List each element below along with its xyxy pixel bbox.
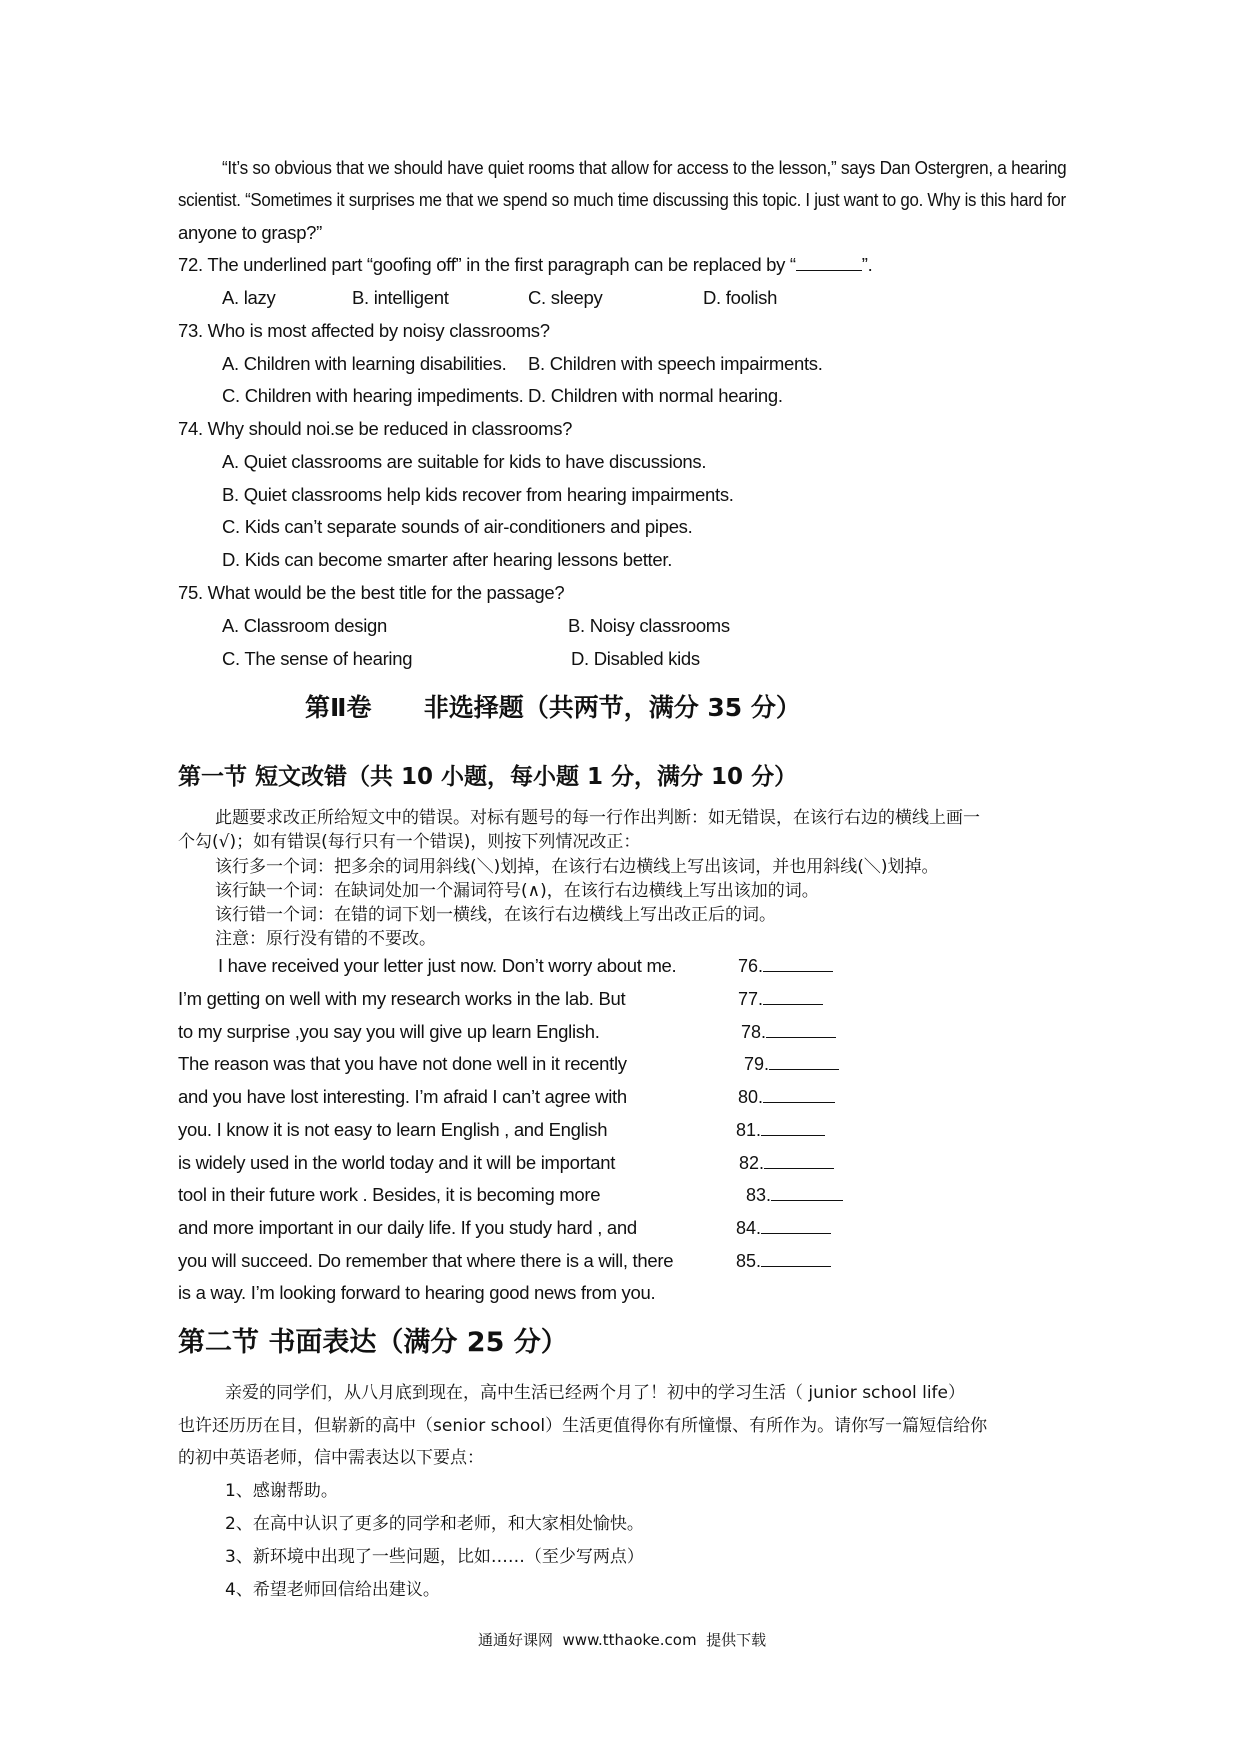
passage-line-2: scientist. “Sometimes it surprises me that we spend so much time discussing this topic. I just want to go. Why is this hard for [178, 189, 1066, 210]
answer-85: 85. [736, 1250, 831, 1272]
answer-blank[interactable] [763, 1086, 835, 1103]
instruction-line-5: 该行错一个词：在错的词下划一横线，在该行右边横线上写出改正后的词。 [215, 905, 776, 925]
instruction-line-3: 该行多一个词：把多余的词用斜线(＼)划掉，在该行右边横线上写出该词，并也用斜线(＼)划掉。 [215, 857, 939, 877]
q75-option-a: A. Classroom design [222, 615, 387, 636]
proof-line-84: and more important in our daily life. If you study hard , and [178, 1217, 637, 1238]
answer-79: 79. [744, 1053, 839, 1075]
q75-option-d: D. Disabled kids [571, 648, 700, 669]
answer-blank[interactable] [763, 988, 823, 1005]
answer-76: 76. [738, 955, 833, 977]
passage-line-1: “It’s so obvious that we should have quiet rooms that allow for access to the lesson,” says Dan Ostergren, a hearing [222, 157, 1067, 178]
question-72-stem: 72. The underlined part “goofing off” in the first paragraph can be replaced by “ ”. [178, 254, 873, 275]
instruction-line-1: 此题要求改正所给短文中的错误。对标有题号的每一行作出判断：如无错误，在该行右边的横线上画一 [215, 808, 980, 828]
page-footer: 通通好课网 www.tthaoke.com 提供下载 [478, 1631, 767, 1649]
answer-81: 81. [736, 1119, 825, 1141]
writing-para-line-2: 也许还历历在目，但崭新的高中（senior school）生活更值得你有所憧憬、有所作为。请你写一篇短信给你 [178, 1416, 988, 1436]
proof-line-85: you will succeed. Do remember that where there is a will, there [178, 1250, 674, 1271]
writing-para-line-3: 的初中英语老师，信中需表达以下要点： [178, 1448, 484, 1468]
answer-blank [796, 254, 862, 271]
proof-line-78: to my surprise ,you say you will give up learn English. [178, 1021, 600, 1042]
writing-point-2: 2、在高中认识了更多的同学和老师，和大家相处愉快。 [225, 1514, 644, 1534]
instruction-line-2: 个勾(√)；如有错误(每行只有一个错误)，则按下列情况改正： [178, 832, 641, 852]
q73-option-b: B. Children with speech impairments. [528, 353, 823, 374]
q72-option-d: D. foolish [703, 287, 778, 308]
q72-option-a: A. lazy [222, 287, 276, 308]
answer-82: 82. [739, 1152, 834, 1174]
part2-title: 第Ⅱ卷 非选择题（共两节，满分 35 分） [305, 693, 801, 722]
proof-line-83: tool in their future work . Besides, it is becoming more [178, 1184, 601, 1205]
q75-option-b: B. Noisy classrooms [568, 615, 730, 636]
answer-78: 78. [741, 1021, 836, 1043]
q74-option-b: B. Quiet classrooms help kids recover from hearing impairments. [222, 484, 734, 505]
answer-blank[interactable] [763, 955, 833, 972]
answer-blank[interactable] [761, 1119, 825, 1136]
answer-83: 83. [746, 1184, 843, 1206]
q73-option-c: C. Children with hearing impediments. [222, 385, 524, 406]
answer-blank[interactable] [761, 1217, 831, 1234]
writing-point-1: 1、感谢帮助。 [225, 1481, 338, 1501]
q73-option-d: D. Children with normal hearing. [528, 385, 783, 406]
question-73-stem: 73. Who is most affected by noisy classrooms? [178, 320, 550, 341]
q74-option-a: A. Quiet classrooms are suitable for kids to have discussions. [222, 451, 707, 472]
section2-title: 第二节 书面表达（满分 25 分） [178, 1327, 568, 1358]
writing-point-3: 3、新环境中出现了一些问题，比如……（至少写两点） [225, 1547, 644, 1567]
q74-option-c: C. Kids can’t separate sounds of air-conditioners and pipes. [222, 516, 693, 537]
proof-line-77: I’m getting on well with my research works in the lab. But [178, 988, 626, 1009]
proof-line-79: The reason was that you have not done well in it recently [178, 1053, 627, 1074]
section1-title: 第一节 短文改错（共 10 小题，每小题 1 分，满分 10 分） [178, 764, 798, 790]
question-75-stem: 75. What would be the best title for the passage? [178, 582, 565, 603]
answer-77: 77. [738, 988, 823, 1010]
question-74-stem: 74. Why should noi.se be reduced in classrooms? [178, 418, 573, 439]
q72-option-c: C. sleepy [528, 287, 603, 308]
writing-point-4: 4、希望老师回信给出建议。 [225, 1580, 440, 1600]
proof-line-80: and you have lost interesting. I’m afraid I can’t agree with [178, 1086, 627, 1107]
answer-blank[interactable] [769, 1053, 839, 1070]
answer-blank[interactable] [761, 1250, 831, 1267]
proof-line-82: is widely used in the world today and it will be important [178, 1152, 616, 1173]
instruction-line-4: 该行缺一个词：在缺词处加一个漏词符号(∧)，在该行右边横线上写出该加的词。 [215, 881, 819, 901]
instruction-line-6: 注意：原行没有错的不要改。 [215, 929, 436, 949]
q73-option-a: A. Children with learning disabilities. [222, 353, 507, 374]
q74-option-d: D. Kids can become smarter after hearing lessons better. [222, 549, 673, 570]
q75-option-c: C. The sense of hearing [222, 648, 413, 669]
q72-option-b: B. intelligent [352, 287, 449, 308]
answer-blank[interactable] [771, 1184, 843, 1201]
proof-line-81: you. I know it is not easy to learn English , and English [178, 1119, 608, 1140]
answer-blank[interactable] [766, 1021, 836, 1038]
proof-line-end: is a way. I’m looking forward to hearing good news from you. [178, 1282, 656, 1303]
passage-line-3: anyone to grasp?” [178, 222, 323, 243]
answer-blank[interactable] [764, 1152, 834, 1169]
proof-line-76: I have received your letter just now. Don’t worry about me. [218, 955, 677, 976]
answer-80: 80. [738, 1086, 835, 1108]
writing-para-line-1: 亲爱的同学们，从八月底到现在，高中生活已经两个月了！初中的学习生活（ junior school life） [225, 1383, 965, 1403]
answer-84: 84. [736, 1217, 831, 1239]
